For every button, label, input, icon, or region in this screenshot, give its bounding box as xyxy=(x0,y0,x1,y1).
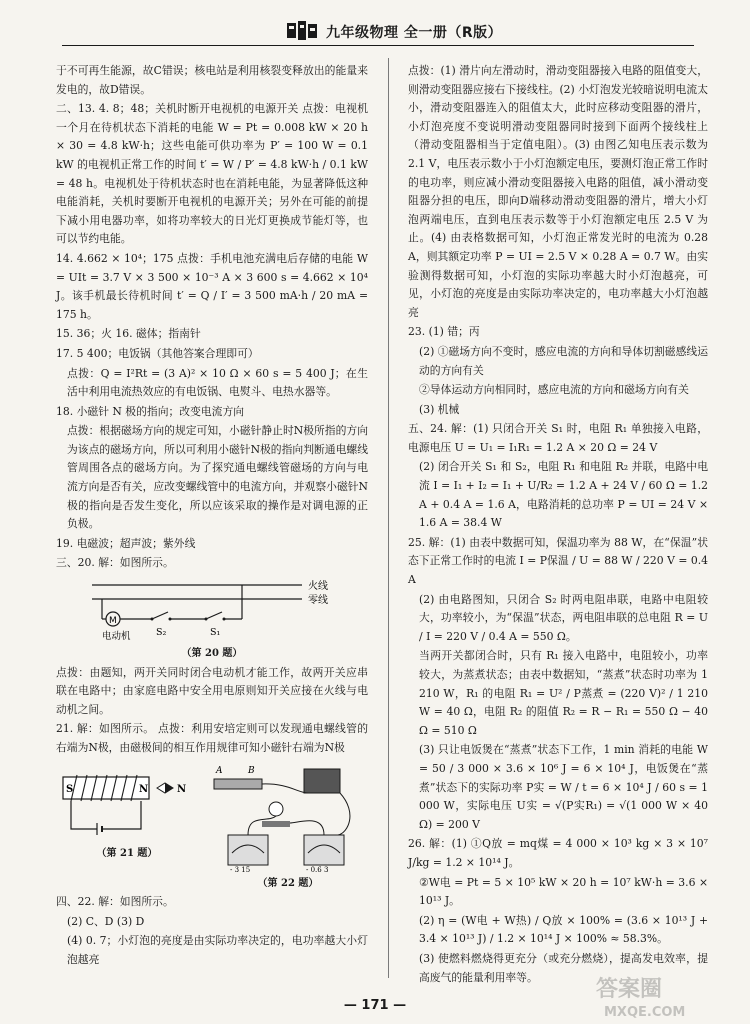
answer-23-part2b: ②导体运动方向相同时，感应电流的方向和磁场方向有关 xyxy=(419,383,689,397)
answer-22: 四、22. 解：如图所示。 xyxy=(56,895,174,909)
voltmeter-scale: - 3 15 xyxy=(230,865,251,873)
answer-26-part2: (2) η = (W电 + W热) / Q放 × 100% = (3.6 × 10¹³ J + 3.4 × 10¹³ J) / 1.2 × 10¹⁴ J × 100% ≈ 58.3%。 xyxy=(419,913,708,946)
answer-22-part4: (4) 0. 7；小灯泡的亮度是由实际功率决定的，电功率越大小灯泡越亮 xyxy=(67,934,368,966)
answer-24: 五、24. 解：(1) 只闭合开关 S₁ 时，电阻 R₁ 单独接入电路，电源电压 U = U₁ = I₁R₁ = 1.2 A × 20 Ω = 24 V xyxy=(408,422,708,454)
page-header xyxy=(0,20,750,48)
motor-label: 电动机 xyxy=(102,631,131,643)
answer-18: 18. 小磁针 N 极的指向；改变电流方向 xyxy=(56,404,245,418)
answer-21: 21. 解：如图所示。 点拨：利用安培定则可以发现通电螺线管的右端为N极，由磁极间的相互作用规律可知小磁针右端为N极 xyxy=(56,722,368,754)
ammeter-scale: - 0.6 3 xyxy=(306,865,329,873)
answer-14: 14. 4.662 × 10⁴；175 点拨：手机电池充满电后存储的电能 W = UIt = 3.7 V × 3 500 × 10⁻³ A × 3 600 s = 4.662 × 10⁴ J。该手机最长待机时间 t′ = Q / I′ = 3 500 mA·h / 20 mA = 175 h。 xyxy=(56,251,368,321)
bulb-icon xyxy=(269,802,283,816)
figures-21-22 xyxy=(56,759,368,894)
answer-paragraph: 于不可再生能源，故C错误；核电站是利用核裂变释放出的能量来发电的，故D错误。 xyxy=(56,64,368,96)
watermark-url: MXQE.COM xyxy=(604,1005,686,1020)
answer-24-part2: (2) 闭合开关 S₁ 和 S₂，电阻 R₁ 和电阻 R₂ 并联，电路中电流 I = I₁ + I₂ = I₁ + U/R₂ = 1.2 A + 24 V / 60 Ω = 1.2 A + 0.4 A = 1.6 A，电路消耗的总功率 P = UI = 24 V × 1.6 A = 38.4 W xyxy=(419,460,708,530)
solenoid-s-pole: S xyxy=(66,783,74,795)
answer-25: 25. 解：(1) 由表中数据可知，保温功率为 88 W，在“保温”状态下正常工作时的电流 I = P保温 / U = 88 W / 220 V = 0.4 A xyxy=(408,535,708,587)
neutral-wire-label: 零线 xyxy=(308,595,328,607)
terminal-a-label: A xyxy=(216,765,223,776)
answer-23: 23. (1) 错；丙 xyxy=(408,325,480,339)
answer-26-part3: (3) 使燃料燃烧得更充分（或充分燃烧），提高发电效率，提高废气的能量利用率等。 xyxy=(419,951,708,984)
rheostat-icon xyxy=(214,779,262,789)
answer-22-part2: (2) C、D (3) D xyxy=(67,914,145,928)
answer-15-16: 15. 36；火 16. 磁体；指南针 xyxy=(56,327,201,341)
battery-box-icon xyxy=(304,769,340,793)
figure-21-caption: （第 21 题） xyxy=(96,847,158,859)
answer-26-part1b: ②W电 = Pt = 5 × 10⁵ kW × 20 h = 10⁷ kW·h = 3.6 × 10¹³ J。 xyxy=(419,875,708,908)
answer-26: 26. 解：(1) ①Q放 = mq煤 = 4 000 × 10³ kg × 3 × 10⁷ J/kg = 1.2 × 10¹⁴ J。 xyxy=(408,837,708,869)
answer-25-part2b: 当两开关都闭合时，只有 R₁ 接入电路中，电阻较小，功率较大，为蒸煮状态；由表中数据知，“蒸煮”状态时功率为 1 210 W，R₁ 的电阻 R₁ = U² / P蒸煮 = (220 V)² / 1 210 W = 40 Ω，电阻 R₂ 的阻值 R₂ = R − R₁ = 550 Ω − 40 Ω = 510 Ω xyxy=(419,649,708,737)
motor-symbol: M xyxy=(109,616,117,627)
column-divider xyxy=(388,58,389,978)
switch-s1-icon xyxy=(206,612,222,619)
figure-22-apparatus xyxy=(208,763,368,873)
figure-21-solenoid xyxy=(57,763,197,843)
watermark-logo xyxy=(590,970,730,1020)
live-wire-label: 火线 xyxy=(308,581,328,593)
switch-s2-icon xyxy=(152,612,168,619)
voltmeter-icon xyxy=(228,835,268,865)
answer-23-part3: (3) 机械 xyxy=(419,402,460,416)
book-title: 九年级物理 全一册（R版） xyxy=(326,25,503,41)
figure-20-circuit xyxy=(82,577,342,643)
answer-20-hint: 点拨：由题知，两开关同时闭合电动机才能工作，故两开关应串联在电路中；由家庭电路中安全用电原则知开关应接在火线与电动机之间。 xyxy=(56,665,368,716)
answer-25-part3: (3) 只让电饭煲在“蒸煮”状态下工作，1 min 消耗的电能 W = 50 / 3 000 × 3.6 × 10⁶ J = 6 × 10⁴ J，电饭煲在“蒸煮”状态下的实际功率 P实 = W / t = 6 × 10⁴ J / 60 s = 1 000 W，实际电压 U实 = √(P实R₁) = √(1 000 W × 40 Ω) = 200 V xyxy=(419,743,708,831)
answer-25-part2: (2) 由电路图知，只闭合 S₂ 时两电阻串联，电路中电阻较大，功率较小，为“保温”状态，两电阻串联的总电阻 R = U / I = 220 V / 0.4 A = 550 Ω。 xyxy=(419,592,708,643)
needle-n-label: N xyxy=(177,783,187,795)
ammeter-icon xyxy=(304,835,344,865)
figure-22-caption: （第 22 题） xyxy=(257,877,319,889)
publisher-logo-icon xyxy=(286,20,318,42)
answer-20: 三、20. 解：如图所示。 xyxy=(56,556,174,570)
figure-20-caption: （第 20 题） xyxy=(181,648,243,660)
terminal-b-label: B xyxy=(248,765,255,776)
answer-19: 19. 电磁波；超声波；紫外线 xyxy=(56,536,196,550)
header-rule xyxy=(62,45,694,46)
answer-17-hint: 点拨：Q = I²Rt = (3 A)² × 10 Ω × 60 s = 5 400 J；在生活中利用电流热效应的有电饭锅、电熨斗、电热水器等。 xyxy=(67,366,368,399)
right-column xyxy=(408,62,708,988)
answer-23-part2a: (2) ①磁场方向不变时，感应电流的方向和导体切割磁感线运动的方向有关 xyxy=(419,344,708,377)
watermark-text: 答案圈 xyxy=(596,976,663,1002)
answer-17: 17. 5 400；电饭锅（其他答案合理即可） xyxy=(56,346,259,360)
answer-22-hint: 点拨：(1) 滑片向左滑动时，滑动变阻器接入电路的阻值变大，则滑动变阻器应接右下接线柱。(2) 小灯泡发光较暗说明电流太小，滑动变阻器连入的阻值太大，此时应移动变阻器的滑片，小灯泡亮度不变说明滑动变阻器同时接到下面两个接线柱上（滑动变阻器相当于定值电阻）。(3) 由图乙知电压表示数为 2.1 V，电压表示数小于小灯泡额定电压，要测灯泡正常工作时的电功率，则应减小滑动变阻器接入电路的阻值，减小滑动变阻器分担的电压，即向D端移动滑动变阻器的滑片，增大小灯泡两端电压，直到电压表示数等于小灯泡额定电压 2.5 V 为止。(4) 由表格数据可知，小灯泡正常发光时的电流为 0.28 A，则其额定功率 P = UI = 2.5 V × 0.28 A = 0.7 W。由实验测得数据可知，小灯泡的实际功率越大时小灯泡越亮，可见，小灯泡的亮度是由实际功率决定的，电功率越大小灯泡越亮 xyxy=(408,64,708,319)
s2-label: S₂ xyxy=(156,627,167,639)
s1-label: S₁ xyxy=(210,627,221,639)
page-number: — 171 — xyxy=(343,998,407,1013)
solenoid-n-pole: N xyxy=(139,783,149,795)
left-column xyxy=(56,62,368,971)
answer-13: 二、13. 4. 8；48；关机时断开电视机的电源开关 点拨：电视机一个月在待机状态下消耗的电能 W = Pt = 0.008 kW × 20 h × 30 = 4.8 kW·h；这些电能可供功率为 P′ = 100 W = 0.1 kW 的电视机正常工作的时间 t′ = W / P′ = 4.8 kW·h / 0.1 kW = 48 h。电视机处于待机状态时也在消耗电能，为显著降低这种电能消耗，关机时要断开电视机的电源开关；另外在可能的前提下减小用电器功率，如将功率较大的日光灯更换成节能灯等，也可以节约电能。 xyxy=(56,102,368,246)
answer-18-hint: 点拨：根据磁场方向的规定可知，小磁针静止时N极所指的方向为该点的磁场方向，所以可利用小磁针N极的指向判断通电螺线管周围各点的磁场方向。为了探究通电螺线管磁场的方向与电流方向是否有关，应改变螺线管中的电流方向，并观察小磁针N极的指向是否发生变化，所以应该采取的操作是对调电源的正负极。 xyxy=(67,424,368,531)
